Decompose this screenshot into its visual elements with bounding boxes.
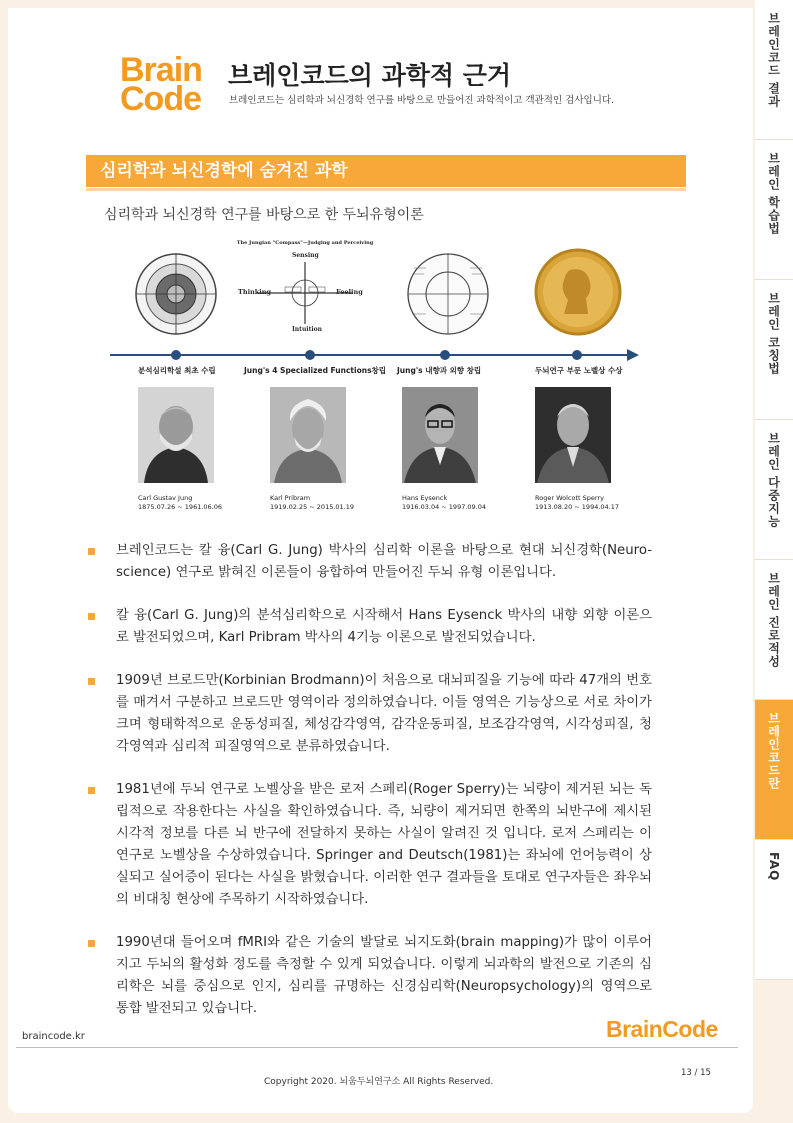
footer-divider [16,1047,738,1048]
person-name: Karl Pribram [270,494,311,502]
bullet-square-icon [88,940,95,947]
list-item [86,540,652,584]
timeline-label: 분석심리학설 최초 수립 [138,366,216,375]
footer-logo: BrainCode [606,1016,718,1042]
timeline-dot [171,350,181,360]
bullet-square-icon [88,613,95,620]
page-subtitle: 브레인코드는 심리학과 뇌신경학 연구를 바탕으로 만들어진 과학적이고 객관적인 검사입니다. [229,95,615,106]
portrait-eysenck [402,387,478,483]
introversion-extraversion-diagram [400,244,496,340]
side-tab-career[interactable] [755,560,793,700]
timeline-dot [572,350,582,360]
person-dates: 1916.03.04 ~ 1997.09.04 [402,503,487,511]
compass-thinking: Thinking [238,288,272,296]
side-tab-label: 브레인 진로적성 [766,572,781,669]
side-tab-label: 브레인코드 결과 [766,12,781,109]
list-item [86,779,652,911]
timeline-arrow-icon [627,349,639,361]
side-tab-label: 브레인 학습법 [766,152,781,236]
logo-line-2: Code [120,80,201,118]
timeline-label: Jung's 내향과 외향 창립 [397,366,482,375]
side-tab-label: FAQ [767,852,781,882]
person-caption [535,494,619,512]
paragraph-text: 1981년에 두뇌 연구로 노벨상을 받은 로저 스페리(Roger Sperry)는 뇌량이 제거된 뇌는 독립적으로 작용한다는 사실을 확인하였습니다. 즉, 뇌량이 제거되면 한쪽의 뇌반구에 제시된 시각적 정보를 다른 뇌 반구에 전달하지 못하는 사실이 알려진 것 입니다. 로저 스페리는 이 연구로 노벨상을 수상하였습니다. Springer and Deutsch(1981)는 좌뇌에 언어능력이 상실되고 실어증이 된다는 사실을 밝혔습니다. 이러한 연구 결과들을 토대로 연구자들은 좌우뇌의 비대칭 현상에 주목하기 시작하였습니다. [116,782,652,907]
nobel-medal-icon [530,244,626,340]
page-number: 13 / 15 [681,1068,711,1078]
person-dates: 1919.02.25 ~ 2015.01.19 [270,503,355,511]
side-tab-result[interactable] [755,0,793,140]
list-item [86,605,652,649]
copyright-text: Copyright 2020. 뇌움두뇌연구소 All Rights Reserved. [264,1077,494,1087]
compass-feeling: Feeling [336,288,363,296]
side-tab-faq[interactable] [755,840,793,980]
side-navigation [755,0,793,1123]
compass-title: The Jungian "Compass"—Judging and Perceiving [236,240,374,246]
section-caption: 심리학과 뇌신경학 연구를 바탕으로 한 두뇌유형이론 [104,207,424,223]
jungian-compass-diagram [230,240,380,340]
bullet-square-icon [88,548,95,555]
person-caption [402,494,486,512]
person-caption [138,494,222,512]
site-url-link[interactable]: braincode.kr [22,1031,85,1042]
side-tab-coaching[interactable] [755,280,793,420]
person-name: Carl Gustav Jung [138,494,193,502]
paragraph-text: 1909년 브로드만(Korbinian Brodmann)이 처음으로 대뇌피질을 기능에 따라 47개의 번호를 매겨서 구분하고 브로드만 영역이라 정의하였습니다. 이들 영역은 기능상으로 서로 차이가 크며 형태학적으로 운동성피질, 체성감각영역, 감각운동피질, 보조감각영역, 시각성피질, 청각영역과 심리적 피질영역으로 분류하였습니다. [116,673,652,754]
bullet-square-icon [88,678,95,685]
person-name: Hans Eysenck [402,494,448,502]
list-item [86,670,652,758]
logo-line-1: Brain [120,51,202,89]
compass-sensing: Sensing [292,252,319,259]
list-item [86,932,652,1020]
timeline-label: Jung's 4 Specialized Functions창립 [244,366,387,375]
person-dates: 1913.08.20 ~ 1994.04.17 [535,503,620,511]
braincode-logo [120,51,212,118]
side-tab-about[interactable] [755,700,793,840]
page-title: 브레인코드의 과학적 근거 [228,61,512,90]
compass-intuition: Intuition [292,326,322,333]
theory-timeline-figure [110,240,640,519]
body-paragraphs [86,540,652,1041]
timeline-dot [440,350,450,360]
paragraph-text: 브레인코드는 칼 융(Carl G. Jung) 박사의 심리학 이론을 바탕으로 현대 뇌신경학(Neuro-science) 연구로 밝혀진 이론들이 융합하여 만들어진 두뇌 유형 이론입니다. [116,543,652,580]
paragraph-text: 1990년대 들어오며 fMRI와 같은 기술의 발달로 뇌지도화(brain mapping)가 많이 이루어지고 두뇌의 활성화 정도를 측정할 수 있게 되었습니다. 이렇게 뇌과학의 발전으로 기존의 심리학은 뇌를 중심으로 인지, 심리를 규명하는 신경심리학(Neuropsychology)의 영역으로 통합 발전되고 있습니다. [116,935,652,1016]
side-tab-multiple-intelligence[interactable] [755,420,793,560]
timeline-label: 두뇌연구 부문 노벨상 수상 [535,366,623,375]
timeline-dot [305,350,315,360]
person-dates: 1875.07.26 ~ 1961.06.06 [138,503,223,511]
portrait-jung [138,387,214,483]
compass-cross-icon [255,260,355,326]
person-name: Roger Wolcott Sperry [535,494,604,502]
section-title-bar: 심리학과 뇌신경학에 숨겨진 과학 [86,155,686,187]
timeline-line [110,354,630,356]
portrait-sperry [535,387,611,483]
side-tab-learning[interactable] [755,140,793,280]
person-caption [270,494,354,512]
side-tab-label: 브레인코드란 [766,712,781,790]
side-tab-label: 브레인 다중지능 [766,432,781,529]
side-tab-label: 브레인 코칭법 [766,292,781,376]
bullet-square-icon [88,787,95,794]
portrait-pribram [270,387,346,483]
paragraph-text: 칼 융(Carl G. Jung)의 분석심리학으로 시작해서 Hans Eysenck 박사의 내향 외향 이론으로 발전되었으며, Karl Pribram 박사의 4기능 이론으로 발전되었습니다. [116,608,652,645]
jung-mandala-diagram [128,244,224,340]
